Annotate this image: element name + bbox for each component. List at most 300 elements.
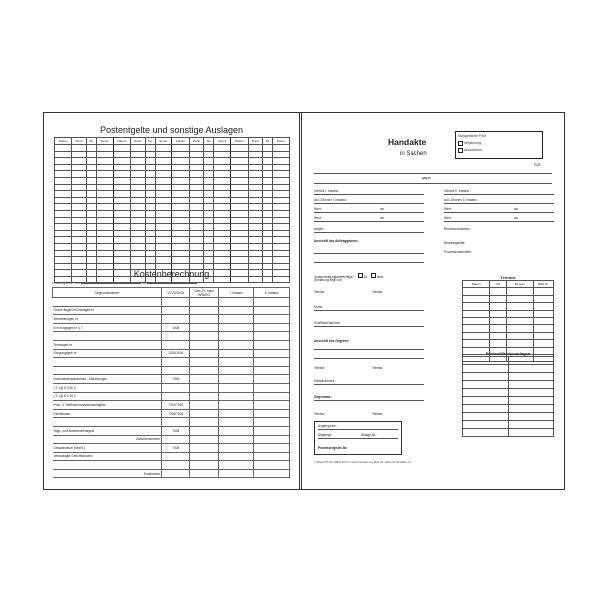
post-cell[interactable] xyxy=(155,257,172,264)
post-cell[interactable] xyxy=(55,243,72,250)
post-cell[interactable] xyxy=(273,177,290,184)
post-cell[interactable] xyxy=(204,151,214,158)
post-cell[interactable] xyxy=(72,257,86,264)
post-cell[interactable] xyxy=(204,210,214,217)
fristen-cell[interactable] xyxy=(463,405,509,413)
kosten-value-cell[interactable] xyxy=(190,306,218,315)
fristen-cell[interactable] xyxy=(463,429,509,437)
post-cell[interactable] xyxy=(86,230,96,237)
post-cell[interactable] xyxy=(86,224,96,231)
post-cell[interactable] xyxy=(263,171,273,178)
post-cell[interactable] xyxy=(145,184,155,191)
fristen-cell[interactable] xyxy=(463,381,509,389)
post-cell[interactable] xyxy=(214,197,231,204)
post-cell[interactable] xyxy=(231,171,248,178)
fristen-cell[interactable] xyxy=(508,413,554,421)
checkbox-icon[interactable] xyxy=(458,141,463,146)
post-cell[interactable] xyxy=(172,217,189,224)
post-cell[interactable] xyxy=(273,191,290,198)
post-cell[interactable] xyxy=(96,151,113,158)
post-cell[interactable] xyxy=(263,191,273,198)
kosten-value-cell[interactable] xyxy=(218,358,254,367)
fristen-cell[interactable] xyxy=(463,389,509,397)
post-cell[interactable] xyxy=(55,151,72,158)
kosten-value-cell[interactable] xyxy=(254,435,290,444)
post-cell[interactable] xyxy=(189,177,203,184)
post-cell[interactable] xyxy=(172,257,189,264)
termine-cell[interactable] xyxy=(463,340,490,347)
post-cell[interactable] xyxy=(131,210,145,217)
fristen-cell[interactable] xyxy=(508,357,554,365)
kosten-value-cell[interactable] xyxy=(218,315,254,324)
post-cell[interactable] xyxy=(172,243,189,250)
post-cell[interactable] xyxy=(172,151,189,158)
kosten-value-cell[interactable] xyxy=(254,409,290,418)
post-cell[interactable] xyxy=(96,145,113,152)
kosten-value-cell[interactable] xyxy=(254,332,290,341)
post-cell[interactable] xyxy=(231,197,248,204)
post-cell[interactable] xyxy=(145,250,155,257)
kosten-value-cell[interactable] xyxy=(218,306,254,315)
post-cell[interactable] xyxy=(55,145,72,152)
post-cell[interactable] xyxy=(113,145,130,152)
kosten-value-cell[interactable] xyxy=(254,306,290,315)
post-cell[interactable] xyxy=(86,210,96,217)
post-cell[interactable] xyxy=(273,237,290,244)
post-cell[interactable] xyxy=(55,257,72,264)
post-cell[interactable] xyxy=(55,217,72,224)
kosten-value-cell[interactable] xyxy=(254,444,290,453)
post-cell[interactable] xyxy=(231,217,248,224)
post-cell[interactable] xyxy=(263,210,273,217)
post-cell[interactable] xyxy=(72,164,86,171)
post-cell[interactable] xyxy=(131,250,145,257)
kosten-value-cell[interactable] xyxy=(190,340,218,349)
post-cell[interactable] xyxy=(72,230,86,237)
post-cell[interactable] xyxy=(214,191,231,198)
kosten-value-cell[interactable] xyxy=(190,469,218,478)
post-cell[interactable] xyxy=(72,151,86,158)
post-cell[interactable] xyxy=(214,204,231,211)
kosten-value-cell[interactable] xyxy=(190,315,218,324)
fristen-cell[interactable] xyxy=(463,421,509,429)
post-cell[interactable] xyxy=(273,243,290,250)
post-cell[interactable] xyxy=(231,145,248,152)
post-cell[interactable] xyxy=(86,151,96,158)
termine-cell[interactable] xyxy=(490,325,506,332)
kosten-value-cell[interactable] xyxy=(254,426,290,435)
kosten-value-cell[interactable] xyxy=(254,392,290,401)
post-cell[interactable] xyxy=(214,243,231,250)
post-cell[interactable] xyxy=(248,197,262,204)
checkbox-icon[interactable] xyxy=(358,273,363,278)
post-cell[interactable] xyxy=(204,237,214,244)
kosten-value-cell[interactable] xyxy=(218,332,254,341)
kosten-value-cell[interactable] xyxy=(218,298,254,307)
post-cell[interactable] xyxy=(145,210,155,217)
kosten-value-cell[interactable] xyxy=(190,392,218,401)
post-cell[interactable] xyxy=(131,158,145,165)
post-cell[interactable] xyxy=(204,164,214,171)
fristen-cell[interactable] xyxy=(508,421,554,429)
post-cell[interactable] xyxy=(231,164,248,171)
termine-cell[interactable] xyxy=(506,332,533,339)
kosten-value-cell[interactable] xyxy=(254,383,290,392)
post-cell[interactable] xyxy=(145,197,155,204)
fristen-cell[interactable] xyxy=(463,365,509,373)
fristen-cell[interactable] xyxy=(508,397,554,405)
kosten-value-cell[interactable] xyxy=(218,383,254,392)
kosten-value-cell[interactable] xyxy=(254,452,290,461)
post-cell[interactable] xyxy=(113,171,130,178)
kosten-value-cell[interactable] xyxy=(218,452,254,461)
termine-cell[interactable] xyxy=(506,303,533,310)
post-cell[interactable] xyxy=(263,177,273,184)
post-cell[interactable] xyxy=(263,204,273,211)
post-cell[interactable] xyxy=(214,151,231,158)
post-cell[interactable] xyxy=(214,217,231,224)
post-cell[interactable] xyxy=(214,224,231,231)
post-cell[interactable] xyxy=(189,257,203,264)
post-cell[interactable] xyxy=(72,210,86,217)
post-cell[interactable] xyxy=(248,204,262,211)
termine-cell[interactable] xyxy=(463,310,490,317)
post-cell[interactable] xyxy=(273,184,290,191)
post-cell[interactable] xyxy=(172,230,189,237)
termine-cell[interactable] xyxy=(463,317,490,324)
post-cell[interactable] xyxy=(96,257,113,264)
post-cell[interactable] xyxy=(273,217,290,224)
post-cell[interactable] xyxy=(214,184,231,191)
post-cell[interactable] xyxy=(96,158,113,165)
kosten-value-cell[interactable] xyxy=(254,323,290,332)
post-cell[interactable] xyxy=(189,243,203,250)
post-cell[interactable] xyxy=(72,158,86,165)
post-cell[interactable] xyxy=(155,224,172,231)
post-cell[interactable] xyxy=(248,257,262,264)
post-cell[interactable] xyxy=(86,197,96,204)
post-cell[interactable] xyxy=(204,217,214,224)
post-cell[interactable] xyxy=(131,243,145,250)
post-cell[interactable] xyxy=(55,191,72,198)
post-cell[interactable] xyxy=(131,184,145,191)
post-cell[interactable] xyxy=(113,191,130,198)
post-cell[interactable] xyxy=(86,145,96,152)
post-cell[interactable] xyxy=(113,243,130,250)
post-cell[interactable] xyxy=(204,204,214,211)
post-cell[interactable] xyxy=(55,158,72,165)
post-cell[interactable] xyxy=(263,243,273,250)
post-cell[interactable] xyxy=(155,250,172,257)
post-cell[interactable] xyxy=(155,164,172,171)
post-cell[interactable] xyxy=(131,197,145,204)
post-cell[interactable] xyxy=(273,224,290,231)
post-cell[interactable] xyxy=(155,191,172,198)
post-cell[interactable] xyxy=(86,204,96,211)
post-cell[interactable] xyxy=(55,237,72,244)
termine-cell[interactable] xyxy=(463,325,490,332)
post-cell[interactable] xyxy=(86,243,96,250)
post-cell[interactable] xyxy=(96,204,113,211)
post-cell[interactable] xyxy=(96,217,113,224)
post-cell[interactable] xyxy=(189,164,203,171)
termine-cell[interactable] xyxy=(463,288,490,295)
termine-cell[interactable] xyxy=(533,325,553,332)
termine-cell[interactable] xyxy=(506,317,533,324)
post-cell[interactable] xyxy=(189,204,203,211)
post-cell[interactable] xyxy=(172,210,189,217)
kosten-value-cell[interactable] xyxy=(190,435,218,444)
post-cell[interactable] xyxy=(248,237,262,244)
post-cell[interactable] xyxy=(248,210,262,217)
post-cell[interactable] xyxy=(263,257,273,264)
termine-cell[interactable] xyxy=(533,340,553,347)
post-cell[interactable] xyxy=(204,184,214,191)
fristen-cell[interactable] xyxy=(463,373,509,381)
fristen-cell[interactable] xyxy=(508,429,554,437)
post-cell[interactable] xyxy=(189,151,203,158)
post-cell[interactable] xyxy=(145,217,155,224)
post-cell[interactable] xyxy=(189,191,203,198)
post-cell[interactable] xyxy=(86,257,96,264)
termine-cell[interactable] xyxy=(533,295,553,302)
frist-verjaehrung[interactable] xyxy=(458,140,540,147)
post-cell[interactable] xyxy=(113,204,130,211)
post-cell[interactable] xyxy=(189,230,203,237)
post-cell[interactable] xyxy=(86,237,96,244)
termine-cell[interactable] xyxy=(490,310,506,317)
post-cell[interactable] xyxy=(145,177,155,184)
post-cell[interactable] xyxy=(231,151,248,158)
post-cell[interactable] xyxy=(263,151,273,158)
post-cell[interactable] xyxy=(204,224,214,231)
termine-cell[interactable] xyxy=(463,303,490,310)
post-cell[interactable] xyxy=(172,171,189,178)
kosten-value-cell[interactable] xyxy=(254,340,290,349)
post-cell[interactable] xyxy=(96,164,113,171)
post-cell[interactable] xyxy=(248,145,262,152)
kosten-value-cell[interactable] xyxy=(218,349,254,358)
post-cell[interactable] xyxy=(231,184,248,191)
post-cell[interactable] xyxy=(155,204,172,211)
post-cell[interactable] xyxy=(172,250,189,257)
kosten-value-cell[interactable] xyxy=(190,409,218,418)
post-cell[interactable] xyxy=(131,257,145,264)
post-cell[interactable] xyxy=(145,145,155,152)
kosten-value-cell[interactable] xyxy=(190,461,218,470)
post-cell[interactable] xyxy=(55,210,72,217)
kosten-value-cell[interactable] xyxy=(190,349,218,358)
post-cell[interactable] xyxy=(131,164,145,171)
post-cell[interactable] xyxy=(96,184,113,191)
post-cell[interactable] xyxy=(214,210,231,217)
kosten-value-cell[interactable] xyxy=(190,383,218,392)
termine-cell[interactable] xyxy=(506,325,533,332)
post-cell[interactable] xyxy=(263,197,273,204)
post-cell[interactable] xyxy=(131,204,145,211)
fristen-cell[interactable] xyxy=(463,397,509,405)
post-cell[interactable] xyxy=(231,257,248,264)
post-cell[interactable] xyxy=(113,177,130,184)
kosten-value-cell[interactable] xyxy=(218,461,254,470)
post-cell[interactable] xyxy=(72,197,86,204)
post-cell[interactable] xyxy=(155,230,172,237)
post-cell[interactable] xyxy=(155,217,172,224)
post-cell[interactable] xyxy=(96,230,113,237)
post-cell[interactable] xyxy=(273,210,290,217)
post-cell[interactable] xyxy=(231,237,248,244)
kosten-value-cell[interactable] xyxy=(254,349,290,358)
post-cell[interactable] xyxy=(172,197,189,204)
termine-cell[interactable] xyxy=(533,310,553,317)
post-cell[interactable] xyxy=(248,250,262,257)
post-cell[interactable] xyxy=(131,171,145,178)
post-cell[interactable] xyxy=(248,177,262,184)
post-cell[interactable] xyxy=(273,204,290,211)
termine-cell[interactable] xyxy=(490,317,506,324)
kosten-value-cell[interactable] xyxy=(218,375,254,384)
post-cell[interactable] xyxy=(248,151,262,158)
post-cell[interactable] xyxy=(55,204,72,211)
post-cell[interactable] xyxy=(214,237,231,244)
post-cell[interactable] xyxy=(131,224,145,231)
post-cell[interactable] xyxy=(189,197,203,204)
post-cell[interactable] xyxy=(189,171,203,178)
post-cell[interactable] xyxy=(113,237,130,244)
post-cell[interactable] xyxy=(189,250,203,257)
fristen-cell[interactable] xyxy=(508,365,554,373)
post-cell[interactable] xyxy=(214,158,231,165)
post-cell[interactable] xyxy=(96,250,113,257)
fristen-cell[interactable] xyxy=(463,413,509,421)
post-cell[interactable] xyxy=(172,191,189,198)
kosten-value-cell[interactable] xyxy=(218,435,254,444)
post-cell[interactable] xyxy=(96,210,113,217)
post-cell[interactable] xyxy=(145,237,155,244)
post-cell[interactable] xyxy=(145,224,155,231)
post-cell[interactable] xyxy=(204,145,214,152)
post-cell[interactable] xyxy=(113,224,130,231)
post-cell[interactable] xyxy=(273,257,290,264)
post-cell[interactable] xyxy=(204,171,214,178)
post-cell[interactable] xyxy=(155,151,172,158)
post-cell[interactable] xyxy=(55,250,72,257)
termine-cell[interactable] xyxy=(490,303,506,310)
kosten-value-cell[interactable] xyxy=(254,418,290,427)
termine-cell[interactable] xyxy=(490,288,506,295)
post-cell[interactable] xyxy=(214,177,231,184)
post-cell[interactable] xyxy=(113,158,130,165)
post-cell[interactable] xyxy=(72,243,86,250)
kosten-value-cell[interactable] xyxy=(218,469,254,478)
termine-cell[interactable] xyxy=(533,303,553,310)
termine-cell[interactable] xyxy=(463,332,490,339)
post-cell[interactable] xyxy=(55,230,72,237)
post-cell[interactable] xyxy=(263,237,273,244)
kosten-value-cell[interactable] xyxy=(254,401,290,410)
post-cell[interactable] xyxy=(172,177,189,184)
post-cell[interactable] xyxy=(145,257,155,264)
termine-cell[interactable] xyxy=(533,332,553,339)
post-cell[interactable] xyxy=(145,164,155,171)
post-cell[interactable] xyxy=(189,210,203,217)
post-cell[interactable] xyxy=(86,217,96,224)
post-cell[interactable] xyxy=(55,224,72,231)
post-cell[interactable] xyxy=(231,243,248,250)
kosten-value-cell[interactable] xyxy=(254,298,290,307)
post-cell[interactable] xyxy=(72,250,86,257)
post-cell[interactable] xyxy=(204,191,214,198)
post-cell[interactable] xyxy=(131,191,145,198)
fristen-cell[interactable] xyxy=(508,381,554,389)
kosten-value-cell[interactable] xyxy=(218,444,254,453)
post-cell[interactable] xyxy=(131,177,145,184)
post-cell[interactable] xyxy=(214,145,231,152)
post-cell[interactable] xyxy=(145,230,155,237)
post-cell[interactable] xyxy=(113,250,130,257)
kosten-value-cell[interactable] xyxy=(190,426,218,435)
kosten-value-cell[interactable] xyxy=(218,392,254,401)
post-cell[interactable] xyxy=(214,230,231,237)
kosten-value-cell[interactable] xyxy=(218,418,254,427)
post-cell[interactable] xyxy=(172,204,189,211)
post-cell[interactable] xyxy=(155,184,172,191)
post-cell[interactable] xyxy=(72,217,86,224)
termine-cell[interactable] xyxy=(490,295,506,302)
termine-cell[interactable] xyxy=(533,288,553,295)
post-cell[interactable] xyxy=(131,145,145,152)
post-cell[interactable] xyxy=(131,217,145,224)
post-cell[interactable] xyxy=(263,145,273,152)
post-cell[interactable] xyxy=(189,224,203,231)
kosten-value-cell[interactable] xyxy=(254,469,290,478)
post-cell[interactable] xyxy=(55,184,72,191)
post-cell[interactable] xyxy=(172,145,189,152)
post-cell[interactable] xyxy=(72,145,86,152)
post-cell[interactable] xyxy=(172,224,189,231)
post-cell[interactable] xyxy=(145,171,155,178)
termine-cell[interactable] xyxy=(506,295,533,302)
post-cell[interactable] xyxy=(189,184,203,191)
post-cell[interactable] xyxy=(145,243,155,250)
post-cell[interactable] xyxy=(55,177,72,184)
post-cell[interactable] xyxy=(55,171,72,178)
post-cell[interactable] xyxy=(248,224,262,231)
post-cell[interactable] xyxy=(204,257,214,264)
checkbox-icon[interactable] xyxy=(371,273,376,278)
frist-ausschluss[interactable] xyxy=(458,147,540,154)
post-cell[interactable] xyxy=(172,237,189,244)
kosten-value-cell[interactable] xyxy=(190,323,218,332)
post-cell[interactable] xyxy=(263,184,273,191)
post-cell[interactable] xyxy=(113,217,130,224)
post-cell[interactable] xyxy=(248,164,262,171)
kosten-value-cell[interactable] xyxy=(218,340,254,349)
post-cell[interactable] xyxy=(204,230,214,237)
post-cell[interactable] xyxy=(263,164,273,171)
kosten-value-cell[interactable] xyxy=(218,401,254,410)
post-cell[interactable] xyxy=(231,210,248,217)
post-cell[interactable] xyxy=(214,250,231,257)
post-cell[interactable] xyxy=(263,250,273,257)
post-cell[interactable] xyxy=(248,184,262,191)
post-cell[interactable] xyxy=(204,177,214,184)
termine-cell[interactable] xyxy=(506,288,533,295)
fristen-cell[interactable] xyxy=(508,405,554,413)
termine-cell[interactable] xyxy=(463,295,490,302)
post-cell[interactable] xyxy=(113,164,130,171)
post-cell[interactable] xyxy=(204,197,214,204)
